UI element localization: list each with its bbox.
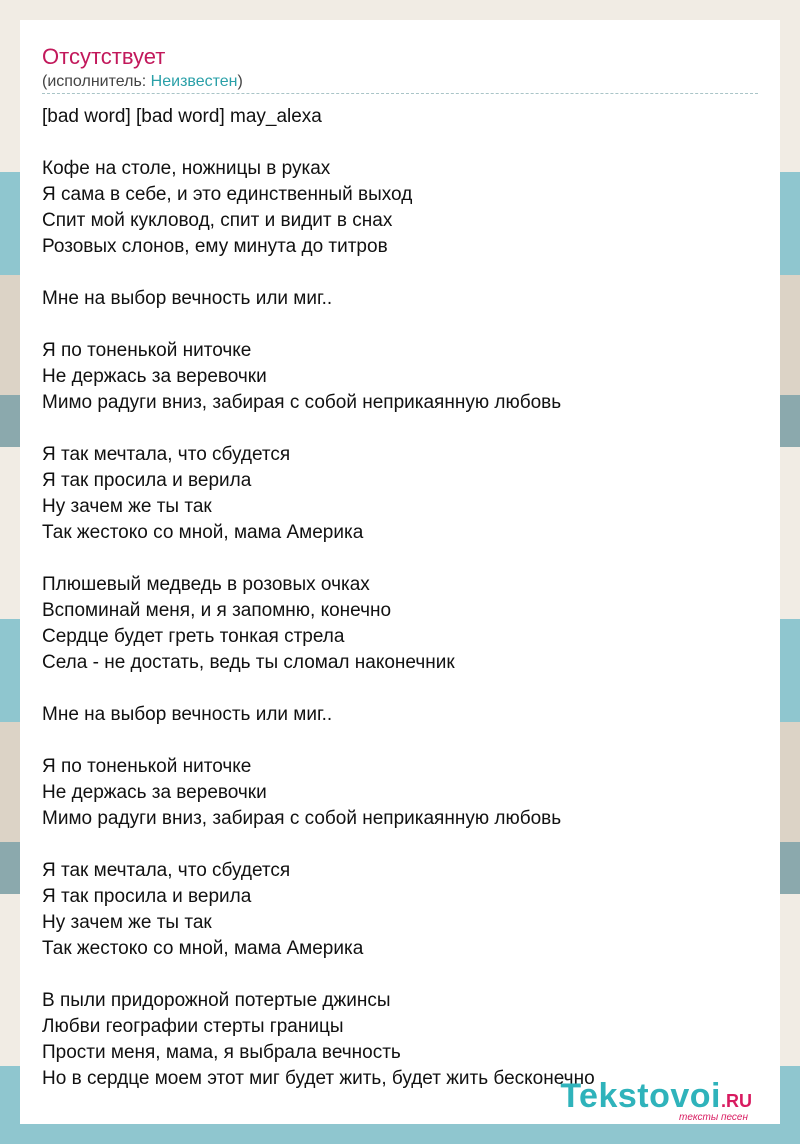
lyric-line: Мимо радуги вниз, забирая с собой неприкаянную любовь (42, 392, 562, 413)
lyric-line: Я так мечтала, что сбудется (42, 444, 291, 465)
logo-domain: .RU (721, 1091, 752, 1111)
stanza-break (42, 676, 758, 702)
lyric-line: Так жестоко со мной, мама Америка (42, 522, 364, 543)
song-title: Отсутствует (42, 44, 166, 69)
lyric-line: Не держась за веревочки (42, 366, 267, 387)
lyric-line: Села - не достать, ведь ты сломал наконечник (42, 652, 455, 673)
lyric-line: Я по тоненькой ниточке (42, 340, 252, 361)
divider (42, 93, 758, 94)
stanza-break (42, 312, 758, 338)
lyric-line: Сердце будет греть тонкая стрела (42, 626, 345, 647)
lyric-line: Не держась за веревочки (42, 782, 267, 803)
lyric-line: Я так просила и верила (42, 470, 252, 491)
stanza-break (42, 546, 758, 572)
lyric-line: Мне на выбор вечность или миг.. (42, 288, 333, 309)
stanza-break (42, 416, 758, 442)
lyric-line: Мимо радуги вниз, забирая с собой неприкаянную любовь (42, 808, 562, 829)
lyric-line: В пыли придорожной потертые джинсы (42, 990, 391, 1011)
lyric-line: Я так мечтала, что сбудется (42, 860, 291, 881)
site-logo[interactable] (560, 1077, 752, 1123)
lyrics-body (42, 104, 758, 1092)
stanza-break (42, 260, 758, 286)
lyric-line: Спит мой кукловод, спит и видит в снах (42, 210, 393, 231)
logo-tagline: тексты песен (679, 1112, 748, 1123)
lyric-line: Ну зачем же ты так (42, 912, 212, 933)
artist-suffix: ) (237, 73, 243, 90)
stanza-break (42, 832, 758, 858)
lyric-line: Кофе на столе, ножницы в руках (42, 158, 331, 179)
lyric-line: Вспоминай меня, и я запомню, конечно (42, 600, 392, 621)
lyric-line: Любви географии стерты границы (42, 1016, 344, 1037)
artist-line (42, 72, 243, 92)
stanza-break (42, 728, 758, 754)
lyric-line: [bad word] [bad word] may_alexa (42, 106, 322, 127)
lyric-line: Прости меня, мама, я выбрала вечность (42, 1042, 401, 1063)
lyric-line: Розовых слонов, ему минута до титров (42, 236, 388, 257)
artist-prefix: (исполнитель: (42, 73, 151, 90)
logo-name: Tekstovoi (560, 1077, 721, 1115)
stanza-break (42, 130, 758, 156)
lyric-line: Плюшевый медведь в розовых очках (42, 574, 370, 595)
lyric-line: Я сама в себе, и это единственный выход (42, 184, 413, 205)
stanza-break (42, 962, 758, 988)
lyric-line: Так жестоко со мной, мама Америка (42, 938, 364, 959)
lyric-line: Ну зачем же ты так (42, 496, 212, 517)
lyric-line: Мне на выбор вечность или миг.. (42, 704, 333, 725)
lyric-line: Я по тоненькой ниточке (42, 756, 252, 777)
lyric-line: Я так просила и верила (42, 886, 252, 907)
lyric-line: Но в сердце моем этот миг будет жить, будет жить бесконечно (42, 1068, 595, 1089)
lyrics-card (20, 20, 780, 1124)
artist-link[interactable]: Неизвестен (150, 73, 238, 90)
